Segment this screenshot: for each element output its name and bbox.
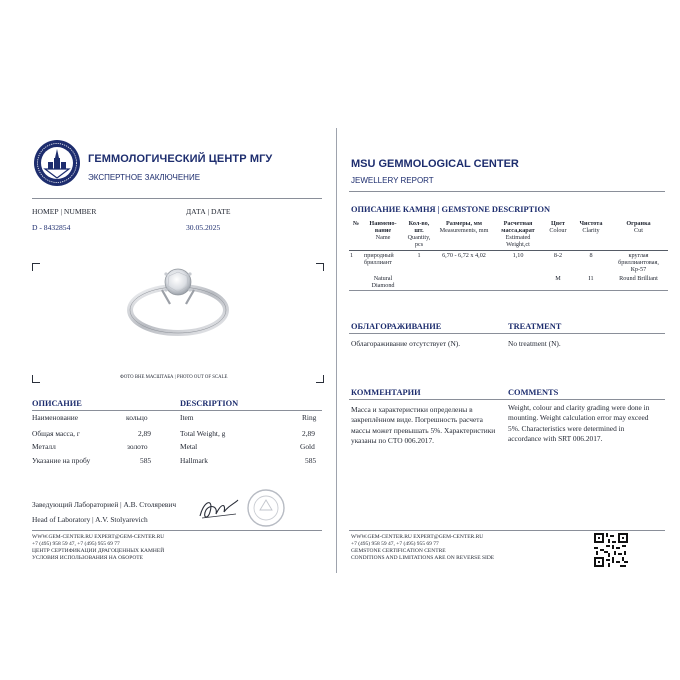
signature-image [196,494,242,524]
left-footer-contacts: WWW.GEM-CENTER.RU EXPERT@GEM-CENTER.RU [32,534,165,540]
cell-name-ru: природный бриллиант [364,252,394,266]
center-fold-divider [336,128,337,573]
left-subtitle: ЭКСПЕРТНОЕ ЗАКЛЮЧЕНИЕ [88,173,201,182]
desc-ru-label-0: Наименование [32,413,79,422]
photo-corner-br [316,375,324,383]
head-of-lab-ru: Заведующий Лабораторией | А.В. Столяревич [32,500,177,509]
date-label: ДАТА | DATE [186,207,231,216]
number-label: НОМЕР | NUMBER [32,207,97,216]
right-title: MSU GEMMOLOGICAL CENTER [351,158,519,170]
desc-ru-value-0: кольцо [126,413,148,422]
desc-en-value-0: Ring [302,413,317,422]
left-footer-terms: УСЛОВИЯ ИСПОЛЬЗОВАНИЯ НА ОБОРОТЕ [32,555,144,561]
col-quantity: Кол-во, шт. Quantity, pcs [407,220,431,248]
treatment-text-en: No treatment (N). [508,339,561,348]
cell-cut-ru: круглая бриллиантовая, Кр-57 [618,252,659,273]
msu-gemmological-logo [32,138,82,188]
table-row [349,251,668,275]
col-clarity: Чистота Clarity [579,220,603,234]
cell-measurements-en [435,274,493,291]
desc-ru-label-2: Металл [32,442,56,451]
cell-clarity-ru: 8 [589,252,593,259]
left-footer-centre: ЦЕНТР СЕРТИФИКАЦИИ ДРАГОЦЕННЫХ КАМНЕЙ [32,548,165,554]
gemstone-table [349,219,668,291]
comments-text-ru: Масса и характеристики определены в закреплённом виде. Погрешность расчета массы может превышать 5%. Характеристики указаны по СТО 006.2017. [351,405,496,446]
desc-en-label-0: Item [180,413,194,422]
cell-colour-ru: 8-2 [553,252,563,259]
head-name-en: A.V. Stolyarevich [95,515,148,524]
treatment-rule [349,333,665,334]
right-header-rule [349,191,665,192]
col-name: Наимено-вание Name [369,220,397,241]
photo-corner-tl [32,263,40,271]
comments-text-en: Weight, colour and clarity grading were done in mounting. Weight calculation error may exceed 5%. Characteristics were determined in accordance with SRT 006.2017. [508,403,650,444]
right-footer-centre: GEMSTONE CERTIFICATION CENTRE [351,548,446,554]
cell-quantity: 1 [417,252,421,259]
qr-code[interactable] [594,533,628,567]
treatment-head-en: TREATMENT [508,322,562,331]
head-title-en: Head of Laboratory [32,515,91,524]
comments-head-en: COMMENTS [508,388,559,397]
number-value: D - 8432854 [32,223,71,232]
table-row [349,274,668,291]
desc-rule [32,410,322,411]
cell-weight-en [493,274,543,291]
photo-corner-tr [316,263,324,271]
enhancement-text-ru: Облагораживание отсутствует (N). [351,339,461,348]
right-footer-terms: CONDITIONS AND LIMITATIONS ARE ON REVERSE SIDE [351,555,495,561]
desc-en-value-2: Gold [300,442,315,451]
photo-corner-bl [32,375,40,383]
desc-ru-value-3: 585 [140,456,152,465]
gemstone-description-title: ОПИСАНИЕ КАМНЯ | GEMSTONE DESCRIPTION [351,205,551,214]
desc-en-value-3: 585 [305,456,317,465]
head-name-ru: А.В. Столяревич [123,500,177,509]
desc-en-label-2: Metal [180,442,198,451]
col-number: № [352,220,360,227]
desc-ru-value-1: 2,89 [138,429,151,438]
cell-colour-en: M [555,275,561,282]
desc-ru-label-1: Общая масса, г [32,429,80,438]
left-header-rule [32,198,322,199]
desc-en-value-1: 2,89 [302,429,315,438]
right-subtitle: JEWELLERY REPORT [351,176,434,185]
cell-clarity-en: I1 [588,275,594,282]
left-footer-rule [32,530,322,531]
right-footer-contacts: WWW.GEM-CENTER.RU EXPERT@GEM-CENTER.RU [351,534,484,540]
col-weight: Расчетная масса,карат Estimated Weight,ct [501,220,535,248]
left-footer-phones: +7 (495) 958 59 47, +7 (495) 955 69 77 [32,541,120,547]
desc-head-ru: ОПИСАНИЕ [32,399,82,408]
cell-number-en [349,274,363,291]
ring-photo [120,252,230,344]
enhancement-head-ru: ОБЛАГОРАЖИВАНИЕ [351,322,442,331]
desc-ru-label-3: Указание на пробу [32,456,91,465]
photo-caption: ФОТО ВНЕ МАСШТАБА | PHOTO OUT OF SCALE [120,375,228,380]
desc-ru-value-2: золото [127,442,148,451]
comments-rule [349,399,665,400]
cell-weight: 1,10 [512,252,524,259]
desc-head-en: DESCRIPTION [180,399,239,408]
cell-name-en: Natural Diamond [371,275,395,289]
right-footer-rule [349,530,665,531]
desc-en-label-3: Hallmark [180,456,208,465]
cell-number: 1 [350,252,354,259]
left-title: ГЕММОЛОГИЧЕСКИЙ ЦЕНТР МГУ [88,153,273,165]
col-colour: Цвет Colour [549,220,567,234]
head-title-ru: Заведующий Лабораторией [32,500,119,509]
desc-en-label-1: Total Weight, g [180,429,226,438]
official-seal [246,488,286,528]
col-measurements: Размеры, мм Measurements, mm [439,220,489,234]
date-value: 30.05.2025 [186,223,221,232]
comments-head-ru: КОММЕНТАРИИ [351,388,421,397]
cell-measurements: 6,70 - 6,72 x 4,02 [442,252,486,259]
cell-cut-en: Round Brilliant [619,275,658,282]
cell-quantity-en [403,274,435,291]
right-footer-phones: +7 (495) 958 59 47, +7 (495) 955 69 77 [351,541,439,547]
gemstone-table-header [349,219,668,251]
head-of-lab-en: Head of Laboratory | A.V. Stolyarevich [32,515,148,524]
col-cut: Огранка Cut [626,220,651,234]
